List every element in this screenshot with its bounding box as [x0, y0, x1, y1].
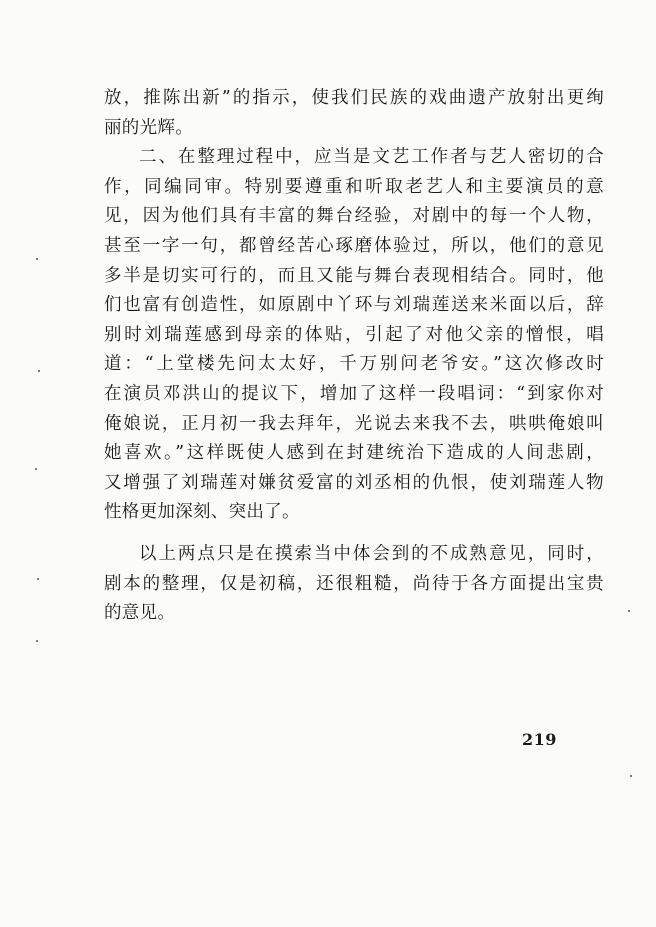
text-line: 在演员邓洪山的提议下，增加了这样一段唱词：“到家你对 [104, 383, 604, 404]
text-line: 剧本的整理，仅是初稿，还很粗糙，尚待于各方面提出宝贵 [104, 573, 604, 594]
text-line: 的意见。 [104, 603, 176, 624]
text-line: 放，推陈出新”的指示，使我们民族的戏曲遗产放射出更绚 [104, 88, 604, 108]
text-line: 作，同编同审。特别要遵重和听取老艺人和主要演员的意 [104, 176, 604, 197]
scan-speck [38, 370, 40, 372]
text-line: 性格更加深刻、突出了。 [104, 502, 300, 523]
text-line: 别时刘瑞莲感到母亲的体贴，引起了对他父亲的憎恨，唱 [104, 324, 604, 345]
text-line: 二、在整理过程中，应当是文艺工作者与艺人密切的合 [139, 147, 604, 168]
body-text [104, 84, 604, 629]
paragraph-2 [104, 143, 604, 528]
text-line: 俺娘说，正月初一我去拜年，光说去来我不去，哄哄俺娘叫 [104, 413, 604, 434]
scan-speck [630, 775, 632, 777]
text-line: 们也富有创造性，如原剧中丫环与刘瑞莲送来米面以后，辞 [104, 295, 604, 316]
scan-speck [37, 578, 39, 580]
text-line: 甚至一字一句，都曾经苦心琢磨体验过，所以，他们的意见 [104, 235, 604, 256]
paragraph-3 [104, 540, 604, 629]
text-line: 以上两点只是在摸索当中体会到的不成熟意见，同时， [139, 543, 604, 564]
text-line: 她喜欢。”这样既使人感到在封建统治下造成的人间悲剧， [104, 443, 604, 464]
scan-speck [35, 468, 37, 470]
text-line: 见，因为他们具有丰富的舞台经验，对剧中的每一个人物， [104, 206, 604, 227]
paragraph-1 [104, 84, 604, 143]
scan-speck [36, 258, 38, 260]
scan-speck [628, 610, 630, 612]
text-line: 道：“上堂楼先问太太好，千万别问老爷安。”这次修改时 [104, 354, 604, 375]
text-line: 多半是切实可行的，而且又能与舞台表现相结合。同时，他 [104, 265, 604, 286]
scan-speck [36, 640, 38, 642]
text-line: 丽的光辉。 [104, 117, 193, 138]
text-line: 又增强了刘瑞莲对嫌贫爱富的刘丞相的仇恨，使刘瑞莲人物 [104, 472, 604, 493]
page-number: 219 [522, 730, 557, 749]
